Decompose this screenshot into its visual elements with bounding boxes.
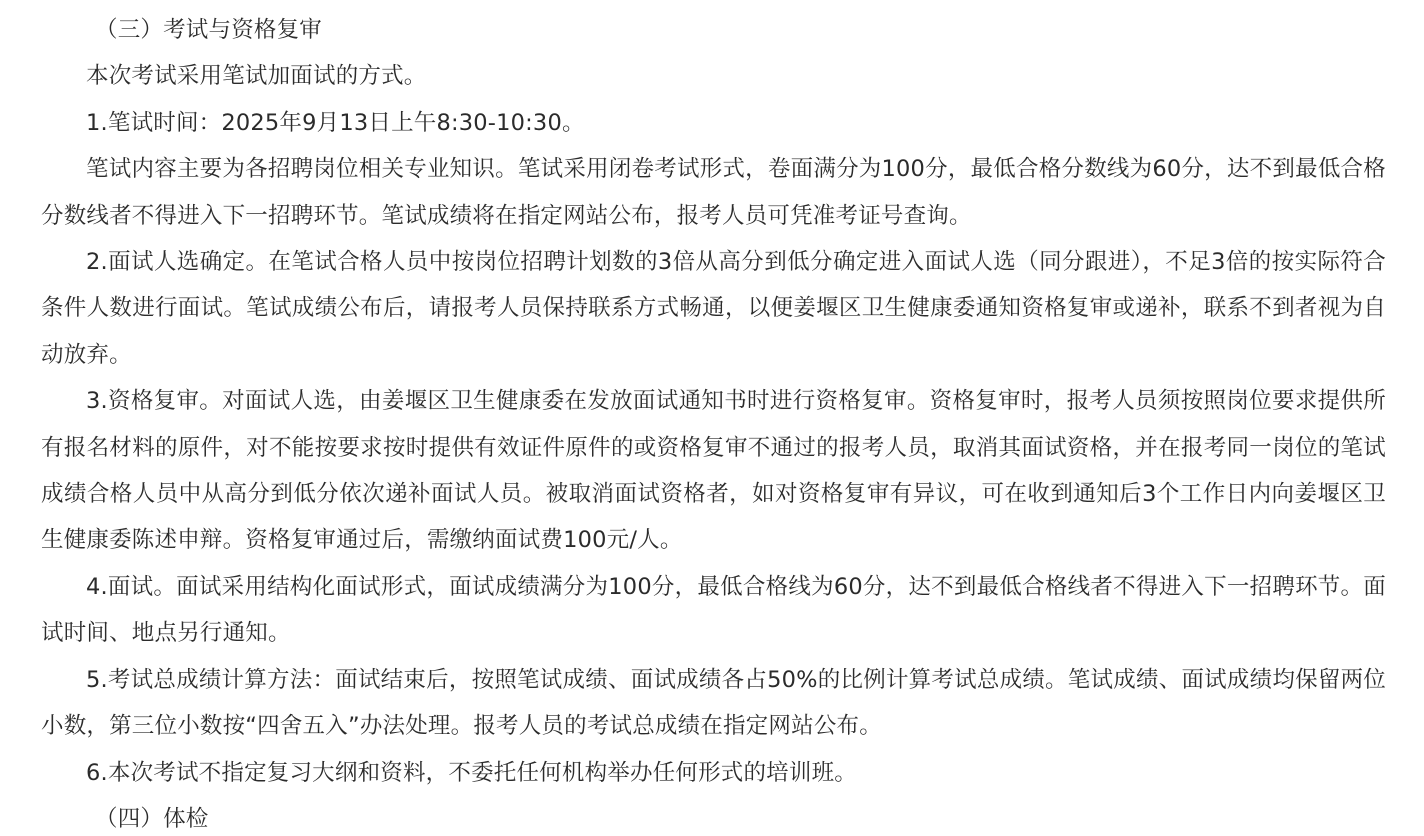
- paragraph-written-exam-time: 1.笔试时间：2025年9月13日上午8:30-10:30。: [86, 109, 585, 136]
- paragraph-written-exam-content: 笔试内容主要为各招聘岗位相关专业知识。笔试采用闭卷考试形式，卷面满分为100分，最低合格分数线为60分，达不到最低合格分数线者不得进入下一招聘环节。笔试成绩将在指定网站公布，报考人员可凭准考证号查询。: [41, 156, 1386, 229]
- paragraph-interview-candidates: 2.面试人选确定。在笔试合格人员中按岗位招聘计划数的3倍从高分到低分确定进入面试人选（同分跟进），不足3倍的按实际符合条件人数进行面试。笔试成绩公布后，请报考人员保持联系方式畅通，以便姜堰区卫生健康委通知资格复审或递补，联系不到者视为自动放弃。: [41, 249, 1386, 368]
- paragraph-interview: 4.面试。面试采用结构化面试形式，面试成绩满分为100分，最低合格线为60分，达不到最低合格线者不得进入下一招聘环节。面试时间、地点另行通知。: [41, 573, 1386, 647]
- paragraph-total-score: 5.考试总成绩计算方法：面试结束后，按照笔试成绩、面试成绩各占50%的比例计算考试总成绩。笔试成绩、面试成绩均保留两位小数，第三位小数按“四舍五入”办法处理。报考人员的考试总成绩在指定网站公布。: [41, 666, 1386, 740]
- section-heading: （三）考试与资格复审: [95, 17, 323, 43]
- paragraph-no-syllabus: 6.本次考试不指定复习大纲和资料，不委托任何机构举办任何形式的培训班。: [86, 759, 857, 786]
- paragraph-qualification-review: 3.资格复审。对面试人选，由姜堰区卫生健康委在发放面试通知书时进行资格复审。资格复审时，报考人员须按照岗位要求提供所有报名材料的原件，对不能按要求按时提供有效证件原件的或资格复审不通过的报考人员，取消其面试资格，并在报考同一岗位的笔试成绩合格人员中从高分到低分依次递补面试人员。被取消面试资格者，如对资格复审有异议，可在收到通知后3个工作日内向姜堰区卫生健康委陈述申辩。资格复审通过后，需缴纳面试费100元/人。: [41, 388, 1386, 554]
- next-section-heading: （四）体检: [95, 805, 209, 832]
- paragraph-exam-method: 本次考试采用笔试加面试的方式。: [86, 63, 427, 90]
- document-body: [41, 7, 1386, 836]
